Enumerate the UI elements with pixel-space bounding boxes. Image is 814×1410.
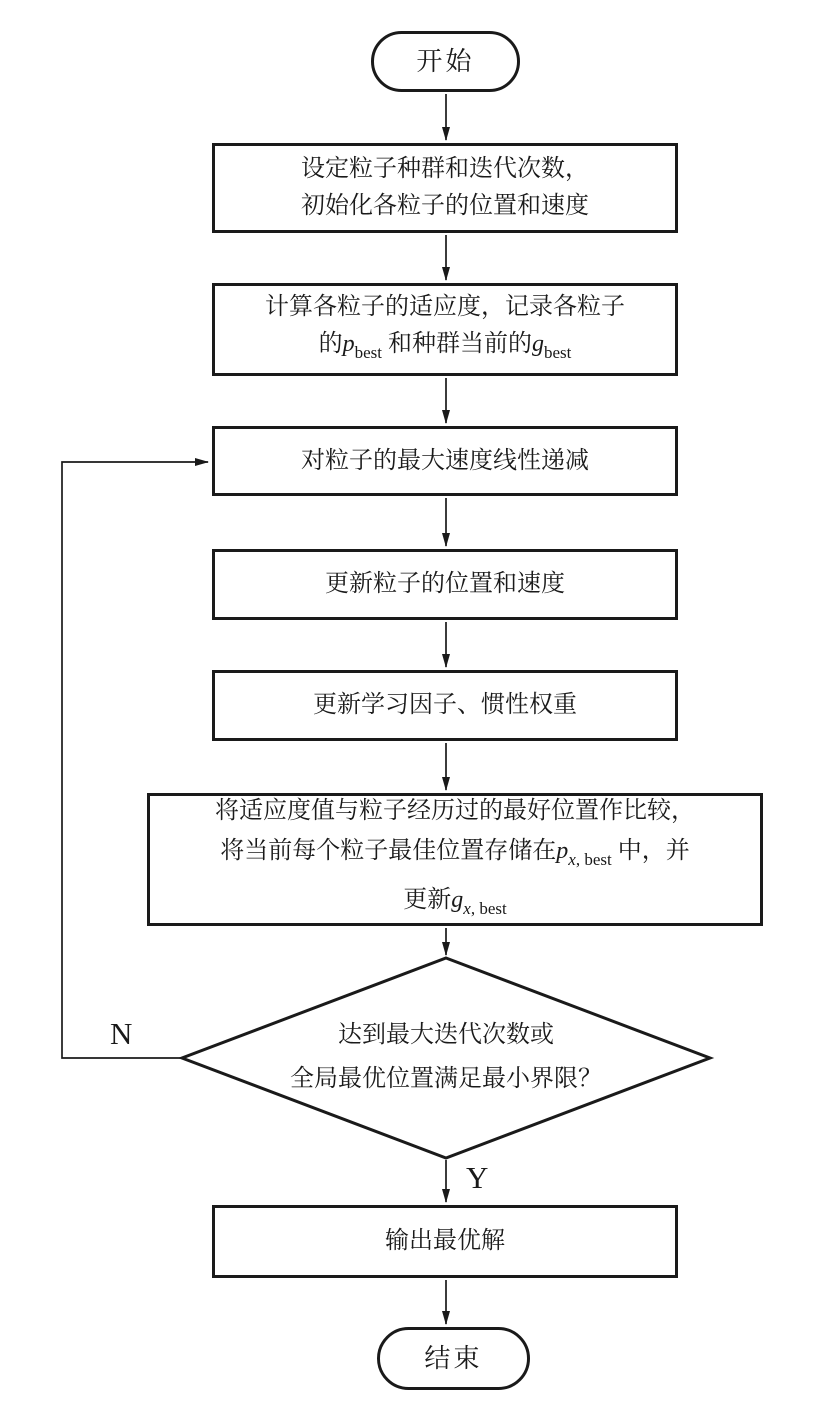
text-segment: 对粒子的最大速度线性递减 xyxy=(301,447,589,474)
text-segment: 更新粒子的位置和速度 xyxy=(325,571,565,597)
process-output-best-solution xyxy=(212,1205,678,1278)
start-terminal xyxy=(371,31,520,92)
text-segment: 将当前每个粒子最佳位置存储在 xyxy=(220,837,557,864)
start-label: 开始 xyxy=(416,47,475,76)
feedback-loop-line xyxy=(62,462,208,1058)
text-line xyxy=(325,566,565,603)
text-segment: p xyxy=(342,330,355,357)
text-segment: g xyxy=(532,330,544,357)
text-line xyxy=(301,188,589,225)
text-segment: 的 xyxy=(318,330,343,357)
text-segment: 输出最优解 xyxy=(385,1228,505,1254)
text-segment: x xyxy=(568,849,576,869)
process-init-population xyxy=(212,143,678,233)
text-segment: 全局最优位置满足最小界限？ xyxy=(290,1066,602,1092)
process-compare-and-store xyxy=(147,793,763,926)
text-segment: g xyxy=(451,886,464,913)
text-segment: 将适应度值与粒子经历过的最好位置作比较， xyxy=(215,797,695,824)
text-line xyxy=(403,880,506,929)
process-update-learning-inertia xyxy=(212,670,678,741)
text-line xyxy=(301,443,589,480)
text-segment: 初始化各粒子的位置和速度 xyxy=(301,193,589,219)
text-segment: best xyxy=(354,342,382,362)
text-segment: 更新 xyxy=(403,886,452,913)
text-segment: , best xyxy=(575,849,612,869)
text-segment: 和种群当前的 xyxy=(382,330,532,357)
decision-condition-text xyxy=(186,1012,706,1102)
text-segment: 中，并 xyxy=(611,837,690,864)
end-label: 结束 xyxy=(424,1344,483,1373)
text-segment: 设定粒子种群和迭代次数， xyxy=(301,156,589,182)
process-compute-fitness xyxy=(212,283,678,376)
text-segment: x xyxy=(463,898,471,918)
edge-label-yes: Y xyxy=(466,1160,489,1195)
text-line xyxy=(338,1013,554,1057)
text-segment: , best xyxy=(470,898,507,918)
edge-label-no: N xyxy=(110,1016,133,1051)
process-vmax-linear-decrease xyxy=(212,426,678,496)
text-line xyxy=(290,1057,602,1101)
text-segment: 达到最大迭代次数或 xyxy=(338,1022,554,1048)
text-segment: best xyxy=(544,342,572,362)
text-line xyxy=(313,687,577,724)
text-line xyxy=(319,326,572,371)
text-line xyxy=(385,1223,505,1260)
process-update-position-velocity xyxy=(212,549,678,620)
text-segment: 更新学习因子、惯性权重 xyxy=(313,692,577,718)
text-line xyxy=(215,791,695,831)
text-line xyxy=(265,289,625,326)
end-terminal xyxy=(377,1327,530,1390)
text-segment: p xyxy=(556,837,569,864)
text-line xyxy=(301,151,589,188)
text-line xyxy=(220,831,689,880)
text-segment: 计算各粒子的适应度，记录各粒子 xyxy=(265,293,625,320)
